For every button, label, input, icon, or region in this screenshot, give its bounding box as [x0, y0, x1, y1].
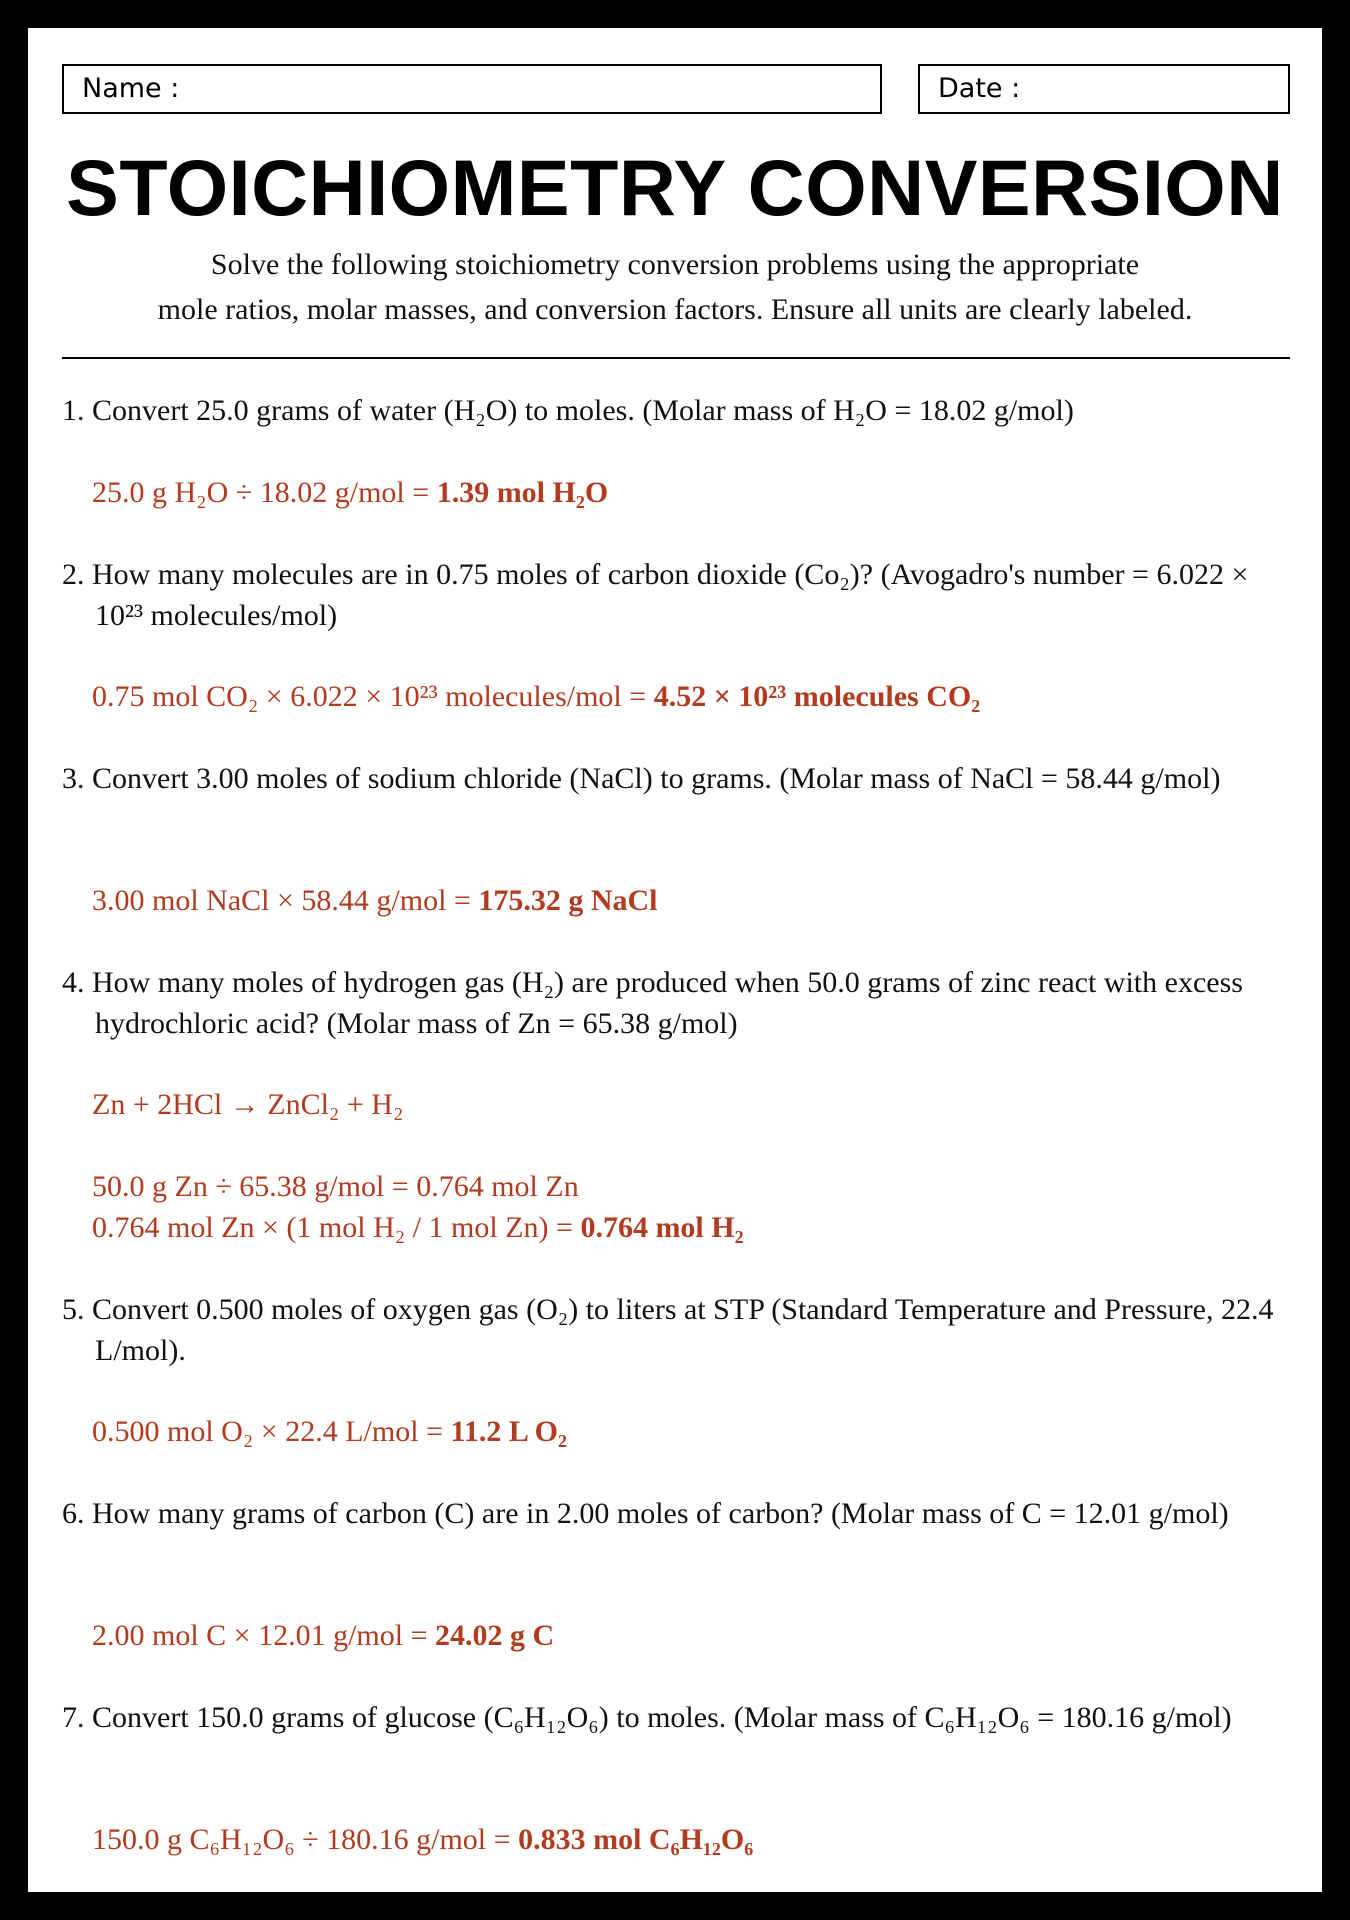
problem-6-result: 24.02 g C: [435, 1619, 555, 1652]
problem-2-question: 2. How many molecules are in 0.75 moles of carbon dioxide (Co₂)? (Avogadro's number = 6.022 × 10²³ molecules/mol): [62, 558, 1249, 632]
problem-4-answer: [92, 1207, 1292, 1248]
name-label: Name :: [82, 73, 180, 104]
problem-1-result: 1.39 mol H₂O: [436, 476, 609, 509]
problem-4-work: 0.764 mol Zn × (1 mol H₂ / 1 mol Zn) =: [92, 1211, 581, 1244]
divider: [62, 357, 1290, 359]
problem-5-result: 11.2 L O₂: [450, 1415, 567, 1448]
problem-6-answer: [92, 1615, 1292, 1656]
problem-7-work: 150.0 g C₆H₁₂O₆ ÷ 180.16 g/mol =: [92, 1823, 519, 1856]
problem-1-question: 1. Convert 25.0 grams of water (H₂O) to moles. (Molar mass of H₂O = 18.02 g/mol): [62, 394, 1074, 427]
problem-7-result: 0.833 mol C₆H₁₂O₆: [518, 1823, 754, 1856]
problem-7-answer: [92, 1819, 1292, 1860]
problem-6-question: 6. How many grams of carbon (C) are in 2.00 moles of carbon? (Molar mass of C = 12.01 g/mol): [62, 1497, 1229, 1530]
date-field[interactable]: [918, 64, 1290, 114]
problem-7-question: 7. Convert 150.0 grams of glucose (C₆H₁₂O₆) to moles. (Molar mass of C₆H₁₂O₆ = 180.16 g/mol): [62, 1701, 1232, 1734]
problem-5-work: 0.500 mol O₂ × 22.4 L/mol =: [92, 1415, 451, 1448]
date-label: Date :: [938, 73, 1021, 104]
problem-5-answer: [92, 1411, 1292, 1452]
problem-4-question: 4. How many moles of hydrogen gas (H₂) are produced when 50.0 grams of zinc react with excess hydrochloric acid? (Molar mass of Zn = 65.38 g/mol): [62, 966, 1243, 1040]
instructions-line-1: Solve the following stoichiometry conversion problems using the appropriate: [210, 248, 1140, 281]
problem-5-question: 5. Convert 0.500 moles of oxygen gas (O₂) to liters at STP (Standard Temperature and Pressure, 22.4 L/mol).: [62, 1293, 1274, 1367]
problem-4-step-1: 50.0 g Zn ÷ 65.38 g/mol = 0.764 mol Zn: [92, 1170, 579, 1203]
problem-2-answer: [92, 676, 1292, 717]
problem-3-work: 3.00 mol NaCl × 58.44 g/mol =: [92, 884, 479, 917]
problem-2-work: 0.75 mol CO₂ × 6.022 × 10²³ molecules/mol =: [92, 680, 654, 713]
problem-1-answer: [92, 472, 1292, 513]
name-field[interactable]: [62, 64, 882, 114]
problem-4-equation: Zn + 2HCl → ZnCl₂ + H₂: [92, 1088, 404, 1121]
problem-6-work: 2.00 mol C × 12.01 g/mol =: [92, 1619, 436, 1652]
problem-3-question: 3. Convert 3.00 moles of sodium chloride (NaCl) to grams. (Molar mass of NaCl = 58.44 g/mol): [62, 762, 1221, 795]
instructions: [58, 242, 1292, 332]
problem-4-result: 0.764 mol H₂: [580, 1211, 744, 1244]
problem-3-result: 175.32 g NaCl: [478, 884, 658, 917]
problem-1-work: 25.0 g H₂O ÷ 18.02 g/mol =: [92, 476, 437, 509]
instructions-line-2: mole ratios, molar masses, and conversion factors. Ensure all units are clearly labeled.: [157, 293, 1193, 326]
worksheet-page: [28, 28, 1322, 1892]
problem-2-result: 4.52 × 10²³ molecules CO₂: [653, 680, 981, 713]
problem-3-answer: [92, 880, 1292, 921]
page-title: STOICHIOMETRY CONVERSION: [66, 143, 1284, 232]
